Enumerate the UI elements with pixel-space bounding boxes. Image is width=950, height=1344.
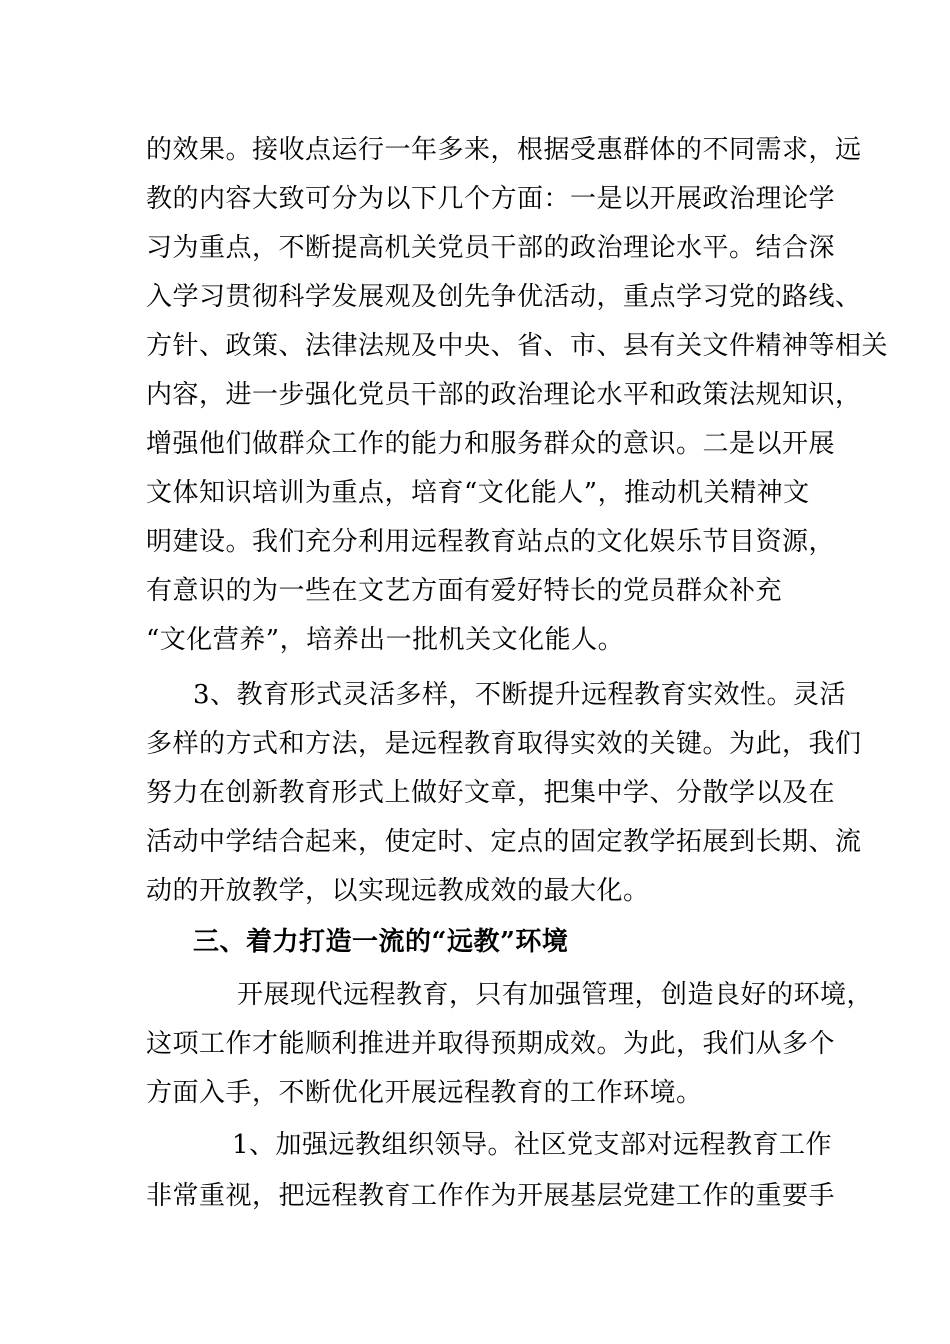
- numbered-paragraph-start: 1、加强远教组织领导。社区党支部对远程教育工作: [232, 1130, 833, 1160]
- body-text-line: 明建设。我们充分利用远程教育站点的文化娱乐节目资源，: [146, 527, 836, 557]
- body-text-line: 有意识的为一些在文艺方面有爱好特长的党员群众补充: [146, 576, 783, 606]
- numbered-paragraph-start: 3、教育形式灵活多样，不断提升远程教育实效性。灵活: [193, 680, 847, 710]
- body-text-line: 入学习贯彻科学发展观及创先争优活动，重点学习党的路线、: [146, 282, 862, 312]
- body-text-line: 内容，进一步强化党员干部的政治理论水平和政策法规知识，: [146, 380, 862, 410]
- body-text-line: “文化营养”，培养出一批机关文化能人。: [146, 625, 625, 655]
- body-text-line: 多样的方式和方法，是远程教育取得实效的关键。为此，我们: [146, 729, 862, 759]
- body-text-line: 努力在创新教育形式上做好文章，把集中学、分散学以及在: [146, 778, 836, 808]
- body-text-line: 的效果。接收点运行一年多来，根据受惠群体的不同需求，远: [146, 135, 862, 165]
- body-text-line: 教的内容大致可分为以下几个方面：一是以开展政治理论学: [146, 184, 836, 214]
- body-text-line: 增强他们做群众工作的能力和服务群众的意识。二是以开展: [146, 429, 836, 459]
- body-text-line: 非常重视，把远程教育工作作为开展基层党建工作的重要手: [146, 1181, 836, 1211]
- body-text-line: 动的开放教学，以实现远教成效的最大化。: [146, 876, 650, 906]
- paragraph-start: 开展现代远程教育，只有加强管理，创造良好的环境，: [237, 980, 874, 1010]
- section-heading: 三、着力打造一流的“远教”环境: [193, 927, 569, 957]
- body-text-line: 方针、政策、法律法规及中央、省、市、县有关文件精神等相关: [146, 331, 889, 361]
- body-text-line: 活动中学结合起来，使定时、定点的固定教学拓展到长期、流: [146, 827, 862, 857]
- body-text-line: 方面入手，不断优化开展远程教育的工作环境。: [146, 1078, 703, 1108]
- body-text-line: 这项工作才能顺利推进并取得预期成效。为此，我们从多个: [146, 1029, 836, 1059]
- body-text-line: 习为重点，不断提高机关党员干部的政治理论水平。结合深: [146, 233, 836, 263]
- body-text-line: 文体知识培训为重点，培育“文化能人”，推动机关精神文: [146, 478, 810, 508]
